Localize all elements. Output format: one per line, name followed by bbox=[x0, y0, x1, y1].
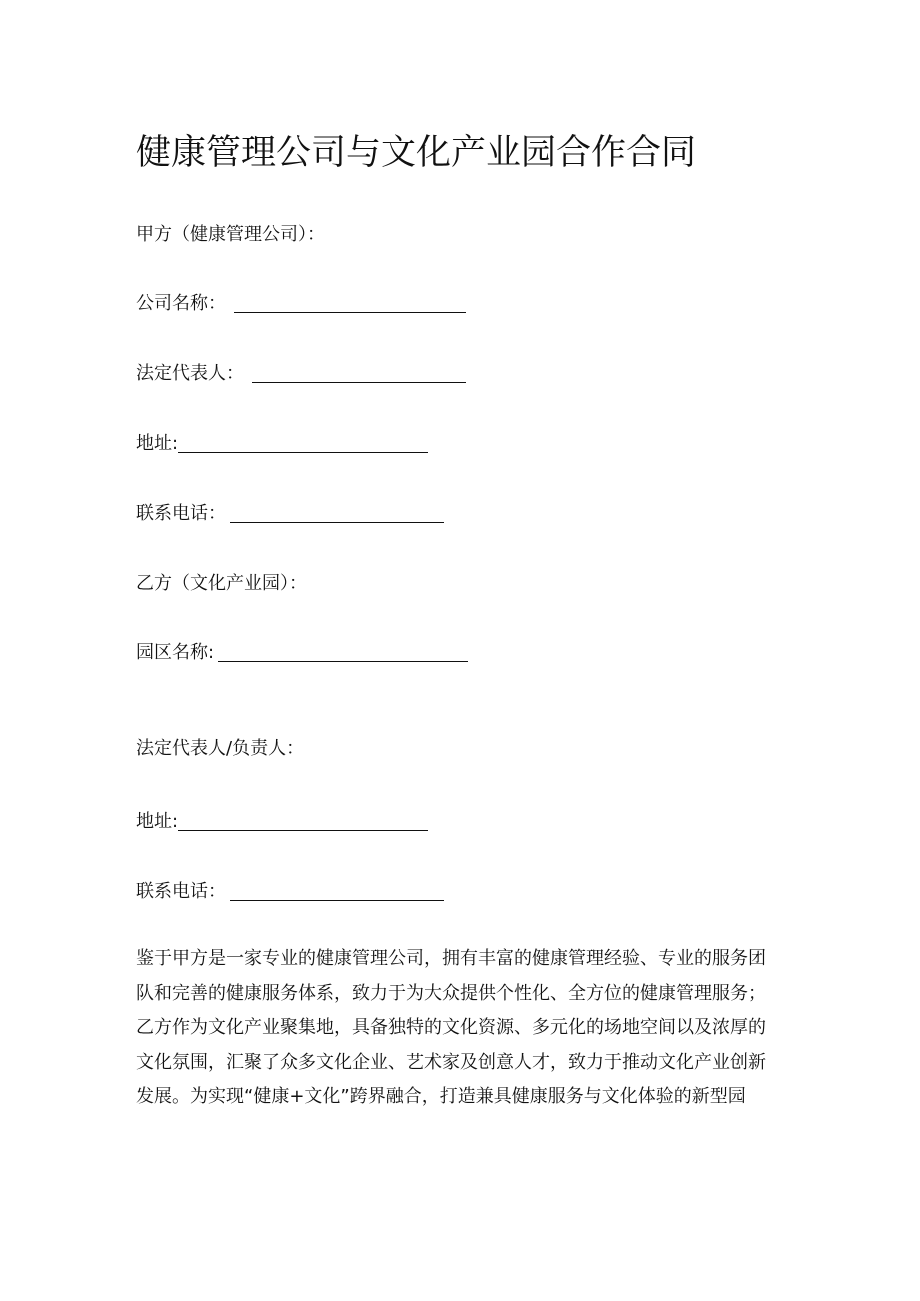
party-b-address-label: 地址: bbox=[136, 811, 179, 832]
party-b-phone-row bbox=[136, 878, 444, 906]
party-a-phone-blank bbox=[230, 502, 444, 523]
party-a-legal-rep-label: 法定代表人： bbox=[136, 363, 244, 384]
party-a-company-name-row bbox=[136, 290, 466, 318]
party-b-phone-label: 联系电话： bbox=[136, 881, 226, 902]
party-b-park-name-row bbox=[136, 639, 468, 667]
party-a-heading-text: 甲方（健康管理公司）： bbox=[136, 224, 325, 245]
party-a-phone-label: 联系电话： bbox=[136, 503, 226, 524]
party-b-heading bbox=[136, 570, 307, 598]
party-a-company-name-label: 公司名称： bbox=[136, 293, 226, 314]
preamble-line: 乙方作为文化产业聚集地，具备独特的文化资源、多元化的场地空间以及浓厚的 bbox=[136, 1017, 766, 1039]
party-b-legal-rep-label: 法定代表人/负责人： bbox=[136, 738, 305, 759]
party-b-heading-text: 乙方（文化产业园）： bbox=[136, 573, 307, 594]
preamble-line: 文化氛围，汇聚了众多文化企业、艺术家及创意人才，致力于推动文化产业创新 bbox=[136, 1051, 766, 1073]
preamble-line: 鉴于甲方是一家专业的健康管理公司，拥有丰富的健康管理经验、专业的服务团 bbox=[136, 948, 766, 969]
party-b-legal-rep-row bbox=[136, 735, 304, 763]
party-a-company-name-blank bbox=[234, 292, 466, 313]
contract-title: 健康管理公司与文化产业园合作合同 bbox=[136, 133, 697, 173]
party-b-address-row bbox=[136, 808, 428, 836]
preamble-line: 队和完善的健康服务体系，致力于为大众提供个性化、全方位的健康管理服务； bbox=[136, 982, 766, 1004]
party-a-legal-rep-blank bbox=[252, 362, 466, 383]
party-a-address-row bbox=[136, 430, 428, 458]
party-b-address-blank bbox=[178, 810, 428, 831]
party-a-legal-rep-row bbox=[136, 360, 466, 388]
party-a-heading bbox=[136, 221, 325, 249]
party-b-park-name-label: 园区名称: bbox=[136, 642, 215, 663]
preamble-line: 发展。为实现“健康+文化”跨界融合，打造兼具健康服务与文化体验的新型园 bbox=[136, 1086, 746, 1108]
preamble-paragraph bbox=[136, 942, 782, 1115]
party-a-address-label: 地址: bbox=[136, 433, 179, 454]
party-b-phone-blank bbox=[230, 880, 444, 901]
party-a-phone-row bbox=[136, 500, 444, 528]
party-a-address-blank bbox=[178, 432, 428, 453]
party-b-park-name-blank bbox=[218, 641, 468, 662]
